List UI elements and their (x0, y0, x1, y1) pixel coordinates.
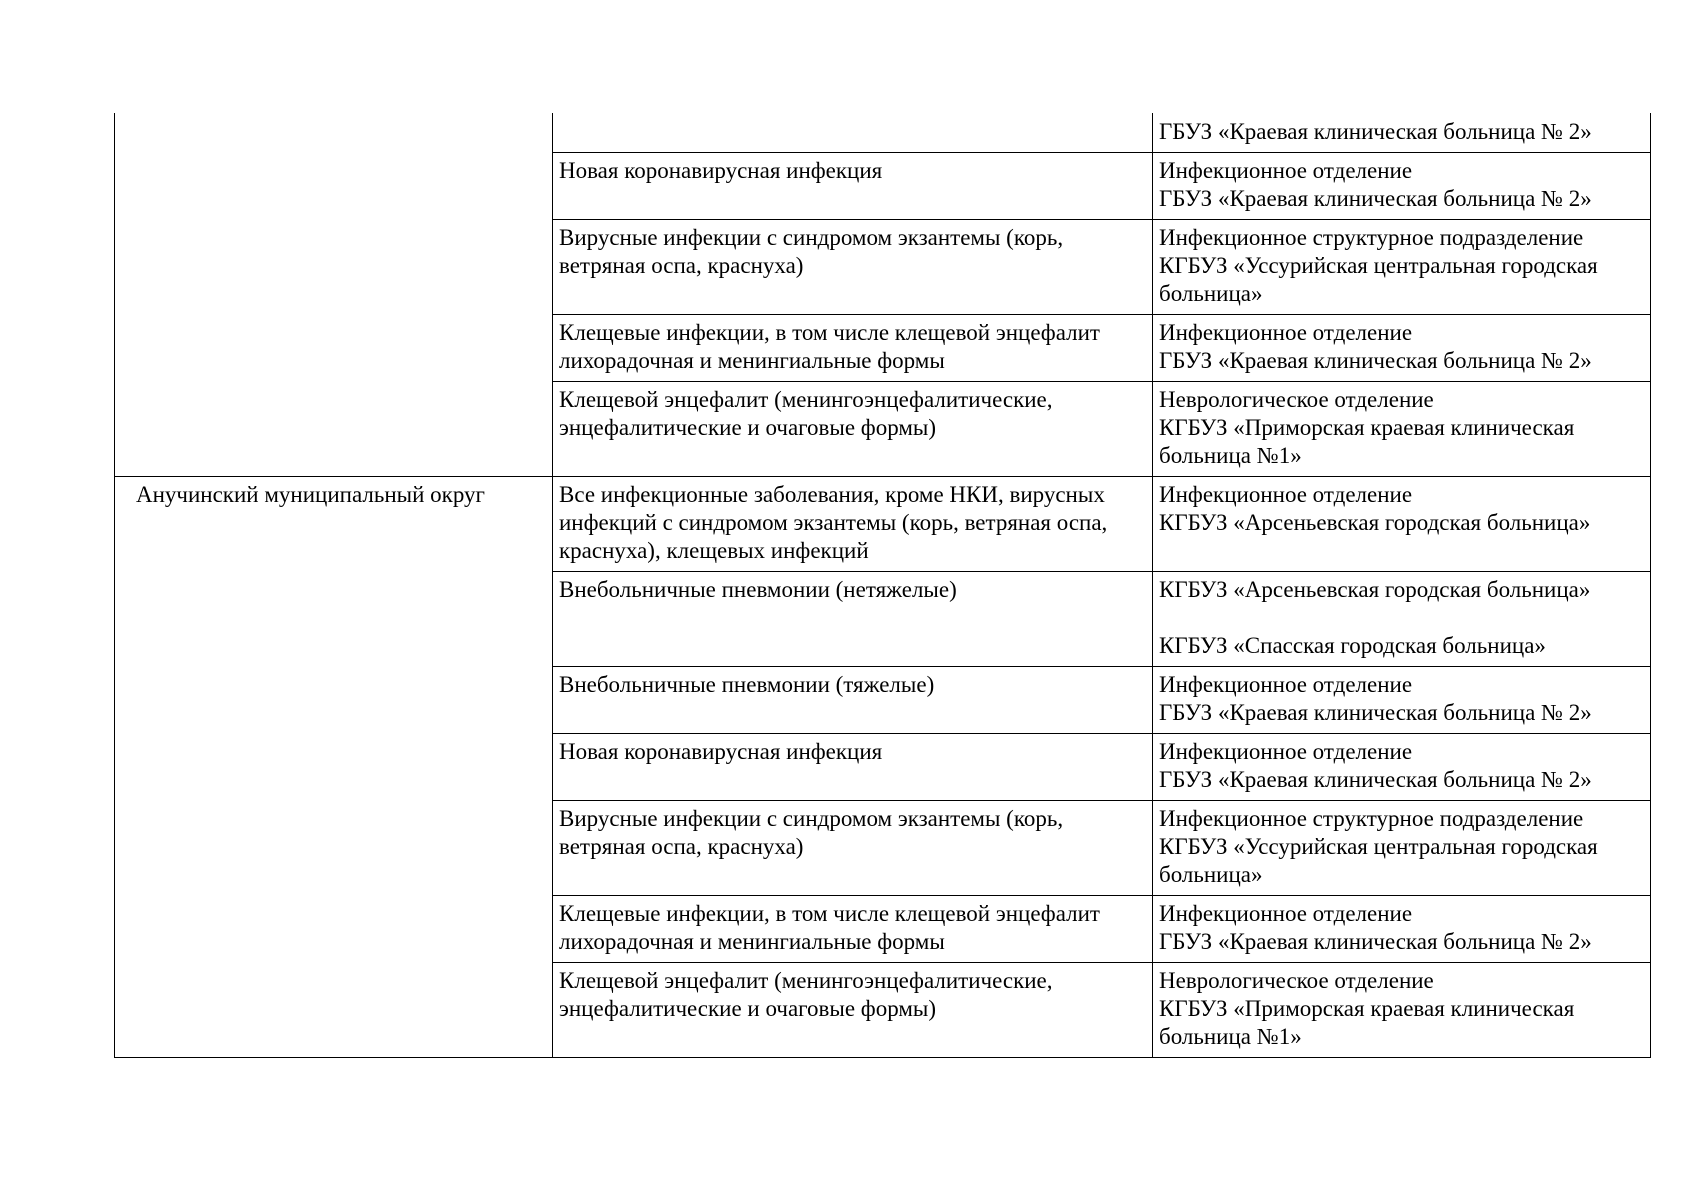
table-row (115, 477, 1651, 572)
disease-cell: Клещевые инфекции, в том числе клещевой энцефалит лихорадочная и менингиальные формы (553, 315, 1153, 382)
facility-cell (1153, 667, 1651, 734)
department-name: Инфекционное отделение (1159, 320, 1413, 345)
facility-name: ГБУЗ «Краевая клиническая больница № 2» (1159, 767, 1592, 792)
facility-name: КГБУЗ «Уссурийская центральная городская больница» (1159, 253, 1598, 306)
disease-cell: Внебольничные пневмонии (тяжелые) (553, 667, 1153, 734)
facility-cell (1153, 477, 1651, 572)
facility-name: КГБУЗ «Уссурийская центральная городская больница» (1159, 834, 1598, 887)
disease-cell: Клещевой энцефалит (менингоэнцефалитические, энцефалитические и очаговые формы) (553, 382, 1153, 477)
facility-name: ГБУЗ «Краевая клиническая больница № 2» (1159, 119, 1592, 144)
facility-name: КГБУЗ «Приморская краевая клиническая больница №1» (1159, 415, 1575, 468)
disease-cell: Вирусные инфекции с синдромом экзантемы (корь, ветряная оспа, краснуха) (553, 801, 1153, 896)
disease-cell: Новая коронавирусная инфекция (553, 734, 1153, 801)
facility-name: КГБУЗ «Арсеньевская городская больница» (1159, 510, 1591, 535)
department-name: Инфекционное отделение (1159, 901, 1413, 926)
disease-cell: Все инфекционные заболевания, кроме НКИ, вирусных инфекций с синдромом экзантемы (корь, ветряная оспа, краснуха), клещевых инфекций (553, 477, 1153, 572)
department-name: Инфекционное структурное подразделение (1159, 806, 1584, 831)
facility-cell (1153, 113, 1651, 153)
facility-cell (1153, 801, 1651, 896)
disease-cell (553, 113, 1153, 153)
facility-cell (1153, 734, 1651, 801)
facility-cell (1153, 153, 1651, 220)
disease-cell: Клещевой энцефалит (менингоэнцефалитические, энцефалитические и очаговые формы) (553, 963, 1153, 1058)
department-name: Инфекционное отделение (1159, 482, 1413, 507)
table-row (115, 113, 1651, 153)
department-name: Инфекционное отделение (1159, 158, 1413, 183)
facility-cell (1153, 220, 1651, 315)
department-name: Инфекционное отделение (1159, 672, 1413, 697)
department-name: Неврологическое отделение (1159, 968, 1434, 993)
department-name: Инфекционное структурное подразделение (1159, 225, 1584, 250)
facility-cell (1153, 315, 1651, 382)
facility-cell (1153, 572, 1651, 667)
facility-name: ГБУЗ «Краевая клиническая больница № 2» (1159, 348, 1592, 373)
facility-name: КГБУЗ «Приморская краевая клиническая больница №1» (1159, 996, 1575, 1049)
hospital-routing-table (114, 113, 1651, 1058)
region-cell (115, 477, 553, 1058)
disease-cell: Новая коронавирусная инфекция (553, 153, 1153, 220)
region-name: Анучинский муниципальный округ (136, 482, 485, 507)
facility-name: ГБУЗ «Краевая клиническая больница № 2» (1159, 186, 1592, 211)
department-name: Инфекционное отделение (1159, 739, 1413, 764)
disease-cell: Клещевые инфекции, в том числе клещевой энцефалит лихорадочная и менингиальные формы (553, 896, 1153, 963)
region-cell (115, 113, 553, 477)
facility-cell (1153, 963, 1651, 1058)
disease-cell: Внебольничные пневмонии (нетяжелые) (553, 572, 1153, 667)
facility-gap (1159, 604, 1645, 632)
facility-name: ГБУЗ «Краевая клиническая больница № 2» (1159, 700, 1592, 725)
facility-name: КГБУЗ «Арсеньевская городская больница» (1159, 577, 1591, 602)
facility-cell (1153, 382, 1651, 477)
department-name: Неврологическое отделение (1159, 387, 1434, 412)
facility-name: ГБУЗ «Краевая клиническая больница № 2» (1159, 929, 1592, 954)
facility-cell (1153, 896, 1651, 963)
facility-name: КГБУЗ «Спасская городская больница» (1159, 633, 1546, 658)
disease-cell: Вирусные инфекции с синдромом экзантемы (корь, ветряная оспа, краснуха) (553, 220, 1153, 315)
